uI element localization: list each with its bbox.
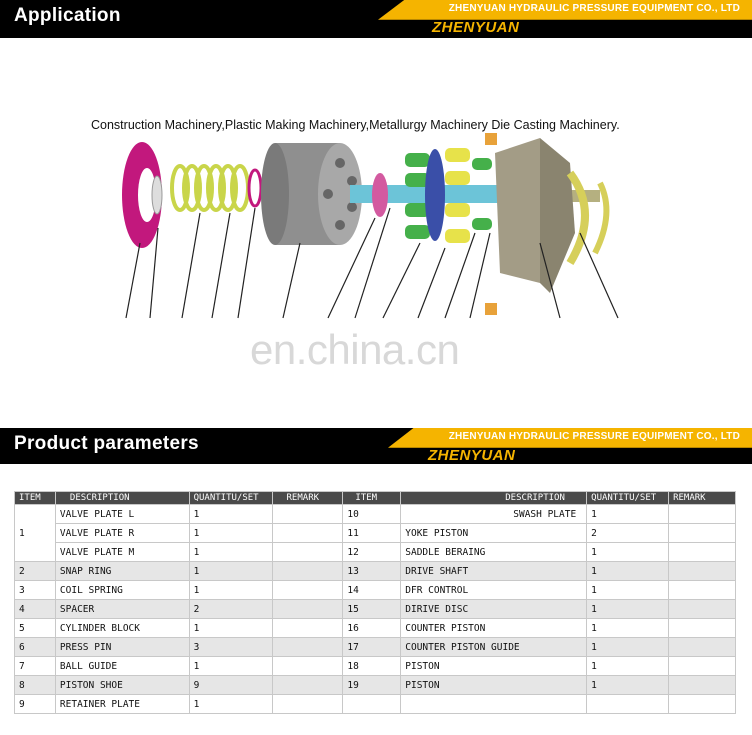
application-illustration — [0, 38, 752, 423]
item-quantity: 1 — [189, 581, 272, 600]
item-remark — [272, 524, 343, 543]
application-caption: Construction Machinery,Plastic Making Machinery,Metallurgy Machinery Die Casting Machinery. — [91, 118, 620, 132]
header-remark: REMARK — [272, 492, 343, 505]
item-quantity: 1 — [189, 505, 272, 524]
item-number: 5 — [15, 619, 56, 638]
item-description: COUNTER PISTON — [401, 619, 587, 638]
item-description: SPACER — [55, 600, 189, 619]
item-quantity: 1 — [587, 676, 669, 695]
snap-ring-part — [249, 170, 261, 206]
item-remark — [272, 638, 343, 657]
table-row — [15, 657, 736, 676]
item-description: SWASH PLATE — [401, 505, 587, 524]
valve-plate-part — [122, 142, 162, 248]
item-description: BALL GUIDE — [55, 657, 189, 676]
table-row — [15, 695, 736, 714]
table-row — [15, 562, 736, 581]
item-description: PISTON SHOE — [55, 676, 189, 695]
item-remark — [669, 695, 736, 714]
item-number: 13 — [343, 562, 401, 581]
item-remark — [272, 695, 343, 714]
swash-plate-part — [485, 133, 575, 315]
item-number: 8 — [15, 676, 56, 695]
item-remark — [669, 638, 736, 657]
item-remark — [272, 505, 343, 524]
header-quantity: QUANTITU/SET — [587, 492, 669, 505]
item-quantity: 1 — [587, 562, 669, 581]
item-description: CYLINDER BLOCK — [55, 619, 189, 638]
item-number — [343, 695, 401, 714]
watermark: en.china.cn — [250, 326, 460, 373]
table-row — [15, 619, 736, 638]
item-description: PISTON — [401, 676, 587, 695]
item-quantity: 1 — [189, 543, 272, 562]
item-remark — [669, 600, 736, 619]
header-description: DESCRIPTION — [401, 492, 587, 505]
item-remark — [272, 562, 343, 581]
item-number: 12 — [343, 543, 401, 562]
item-remark — [669, 657, 736, 676]
table-row — [15, 524, 736, 543]
header-description: DESCRIPTION — [55, 492, 189, 505]
table-row — [15, 600, 736, 619]
parameters-table — [14, 491, 736, 714]
item-remark — [272, 543, 343, 562]
item-number: 7 — [15, 657, 56, 676]
item-remark — [669, 505, 736, 524]
table-row — [15, 505, 736, 524]
table-row — [15, 543, 736, 562]
item-description: COIL SPRING — [55, 581, 189, 600]
item-description: PISTON — [401, 657, 587, 676]
item-quantity: 2 — [189, 600, 272, 619]
application-banner — [0, 0, 752, 38]
item-number: 9 — [15, 695, 56, 714]
table-row — [15, 638, 736, 657]
coil-spring-part — [172, 166, 248, 210]
item-description: DIRIVE DISC — [401, 600, 587, 619]
table-row — [15, 676, 736, 695]
item-description: DFR CONTROL — [401, 581, 587, 600]
item-remark — [272, 619, 343, 638]
header-item: ITEM — [343, 492, 401, 505]
item-quantity: 1 — [587, 657, 669, 676]
item-description: RETAINER PLATE — [55, 695, 189, 714]
item-quantity — [587, 695, 669, 714]
item-quantity: 1 — [587, 505, 669, 524]
item-quantity: 1 — [189, 524, 272, 543]
item-remark — [272, 581, 343, 600]
item-description — [401, 695, 587, 714]
item-number: 2 — [15, 562, 56, 581]
header-item: ITEM — [15, 492, 56, 505]
item-description: SADDLE BERAING — [401, 543, 587, 562]
product-parameters-title: Product parameters — [14, 433, 199, 454]
item-number: 6 — [15, 638, 56, 657]
item-description: DRIVE SHAFT — [401, 562, 587, 581]
header-quantity: QUANTITU/SET — [189, 492, 272, 505]
item-remark — [669, 676, 736, 695]
item-number: 17 — [343, 638, 401, 657]
company-name: ZHENYUAN HYDRAULIC PRESSURE EQUIPMENT CO., LTD — [448, 3, 740, 14]
item-number: 14 — [343, 581, 401, 600]
item-number: 1 — [15, 505, 56, 562]
item-quantity: 2 — [587, 524, 669, 543]
item-description: VALVE PLATE M — [55, 543, 189, 562]
item-description: YOKE PISTON — [401, 524, 587, 543]
item-number: 15 — [343, 600, 401, 619]
product-parameters-banner — [0, 428, 752, 464]
application-title: Application — [14, 5, 121, 26]
brand-name: ZHENYUAN — [428, 447, 516, 464]
item-remark — [669, 619, 736, 638]
item-number: 16 — [343, 619, 401, 638]
item-description: PRESS PIN — [55, 638, 189, 657]
item-remark — [669, 562, 736, 581]
item-quantity: 1 — [189, 562, 272, 581]
item-quantity: 1 — [189, 619, 272, 638]
item-quantity: 1 — [587, 638, 669, 657]
item-quantity: 1 — [587, 600, 669, 619]
item-remark — [669, 543, 736, 562]
brand-name: ZHENYUAN — [432, 19, 520, 36]
item-quantity: 1 — [189, 695, 272, 714]
item-quantity: 3 — [189, 638, 272, 657]
company-name: ZHENYUAN HYDRAULIC PRESSURE EQUIPMENT CO., LTD — [448, 431, 740, 442]
item-remark — [272, 600, 343, 619]
item-remark — [272, 676, 343, 695]
item-quantity: 1 — [587, 619, 669, 638]
item-description: VALVE PLATE L — [55, 505, 189, 524]
item-description: SNAP RING — [55, 562, 189, 581]
item-number: 11 — [343, 524, 401, 543]
item-quantity: 1 — [587, 543, 669, 562]
item-number: 4 — [15, 600, 56, 619]
item-remark — [272, 657, 343, 676]
ball-guide-part — [372, 173, 388, 217]
item-number: 10 — [343, 505, 401, 524]
item-number: 18 — [343, 657, 401, 676]
item-remark — [669, 524, 736, 543]
item-quantity: 9 — [189, 676, 272, 695]
header-remark: REMARK — [669, 492, 736, 505]
item-number: 19 — [343, 676, 401, 695]
item-description: VALVE PLATE R — [55, 524, 189, 543]
table-header-row — [15, 492, 736, 505]
item-quantity: 1 — [587, 581, 669, 600]
item-description: COUNTER PISTON GUIDE — [401, 638, 587, 657]
item-quantity: 1 — [189, 657, 272, 676]
item-number: 3 — [15, 581, 56, 600]
table-row — [15, 581, 736, 600]
item-remark — [669, 581, 736, 600]
cylinder-block-part — [261, 143, 362, 245]
